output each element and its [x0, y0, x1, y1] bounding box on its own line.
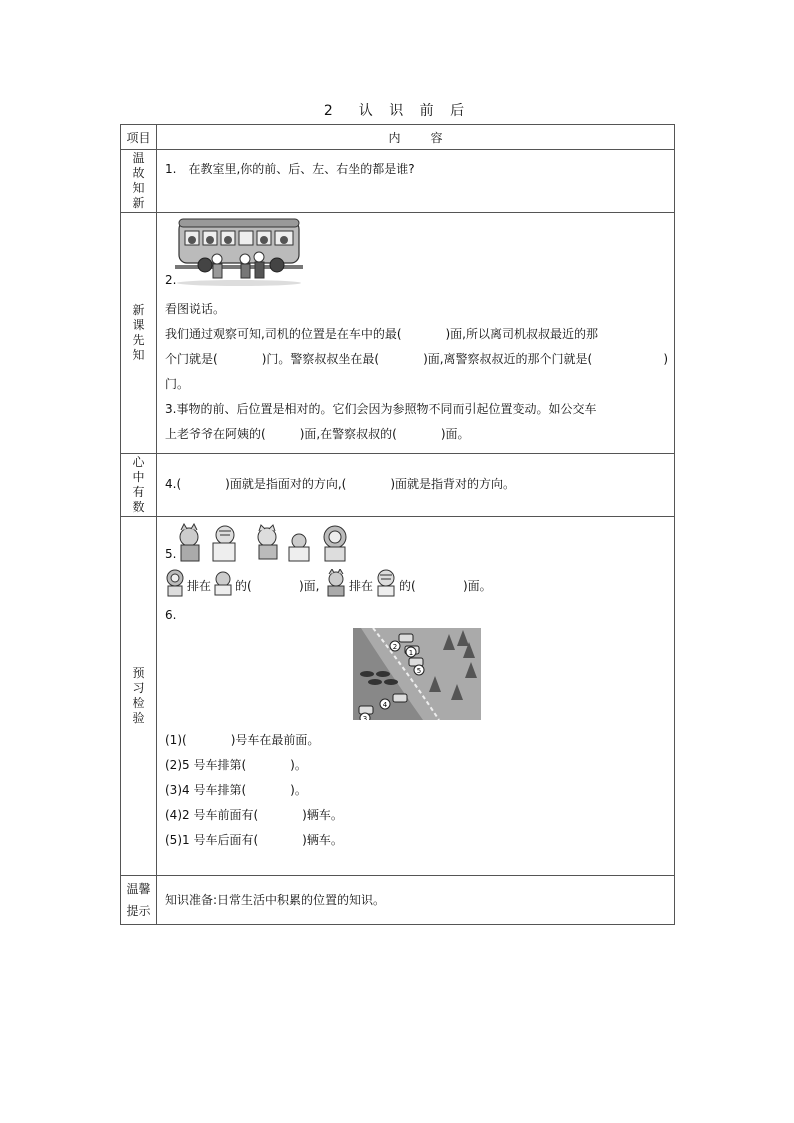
map-label: 1	[408, 649, 414, 657]
question-6-item: (2)5 号车排第( )。	[165, 758, 307, 772]
question-2-line-3: 门。	[165, 377, 190, 391]
tiger-icon	[375, 569, 397, 597]
table-header-row	[121, 125, 675, 150]
row-label-tip: 温馨提示	[121, 876, 157, 925]
question-6-number: 6.	[165, 608, 177, 622]
map-label: 4	[382, 701, 388, 709]
row-preview	[121, 213, 675, 454]
question-2-line-1: 我们通过观察可知,司机的位置是在车中的最( )面,所以离司机叔叔最近的那	[165, 327, 598, 341]
bus-illustration-icon	[175, 215, 305, 287]
row-check	[121, 517, 675, 876]
question-2-line-2: 个门就是( )门。警察叔叔坐在最( )面,离警察叔叔近的那个门就是( )	[165, 352, 668, 366]
worksheet-table	[120, 124, 675, 925]
row-mind	[121, 454, 675, 517]
question-6-item: (5)1 号车后面有( )辆车。	[165, 833, 343, 847]
question-4: 4.( )面就是指面对的方向,( )面就是指背对的方向。	[165, 477, 516, 491]
row-tip	[121, 876, 675, 925]
header-content: 内 容	[157, 125, 675, 150]
row-content-check	[157, 517, 675, 876]
road-cars-map-icon	[353, 628, 481, 720]
question-1: 1. 在教室里,你的前、后、左、右坐的都是谁?	[165, 162, 415, 176]
question-6-item: (1)( )号车在最前面。	[165, 733, 320, 747]
row-label-check: 预习检验	[121, 517, 157, 876]
map-label: 5	[416, 667, 422, 675]
question-3-line-2: 上老爷爷在阿姨的( )面,在警察叔叔的( )面。	[165, 427, 470, 441]
question-5-number: 5.	[165, 547, 177, 561]
question-6-map	[165, 628, 666, 728]
fox-icon	[325, 569, 347, 597]
tip-text: 知识准备:日常生活中积累的位置的知识。	[165, 893, 386, 907]
row-label-preview: 新课先知	[121, 213, 157, 454]
question-2-number: 2.	[165, 273, 177, 287]
map-label: 3	[362, 715, 368, 720]
row-content-mind	[157, 454, 675, 517]
row-content-preview	[157, 213, 675, 454]
question-3-line-1: 3.事物的前、后位置是相对的。它们会因为参照物不同而引起位置变动。如公交车	[165, 402, 597, 416]
row-label-review: 温故知新	[121, 150, 157, 213]
map-label: 2	[392, 643, 398, 651]
bird-icon	[213, 569, 233, 597]
question-5-animals	[165, 521, 666, 567]
question-6-list	[165, 728, 666, 853]
header-item: 项目	[121, 125, 157, 150]
question-5-sentence: 排在 的( )面, 排在 的( )面。	[165, 567, 666, 603]
question-6-item: (3)4 号车排第( )。	[165, 783, 307, 797]
row-content-tip	[157, 876, 675, 925]
animals-queue-icon	[175, 523, 351, 565]
row-review	[121, 150, 675, 213]
question-6-item: (4)2 号车前面有( )辆车。	[165, 808, 343, 822]
lion-icon	[165, 569, 185, 597]
row-content-review	[157, 150, 675, 213]
page-title: 2 认 识 前 后	[323, 103, 471, 119]
question-2-intro: 看图说话。	[165, 302, 226, 316]
row-label-mind: 心中有数	[121, 454, 157, 517]
